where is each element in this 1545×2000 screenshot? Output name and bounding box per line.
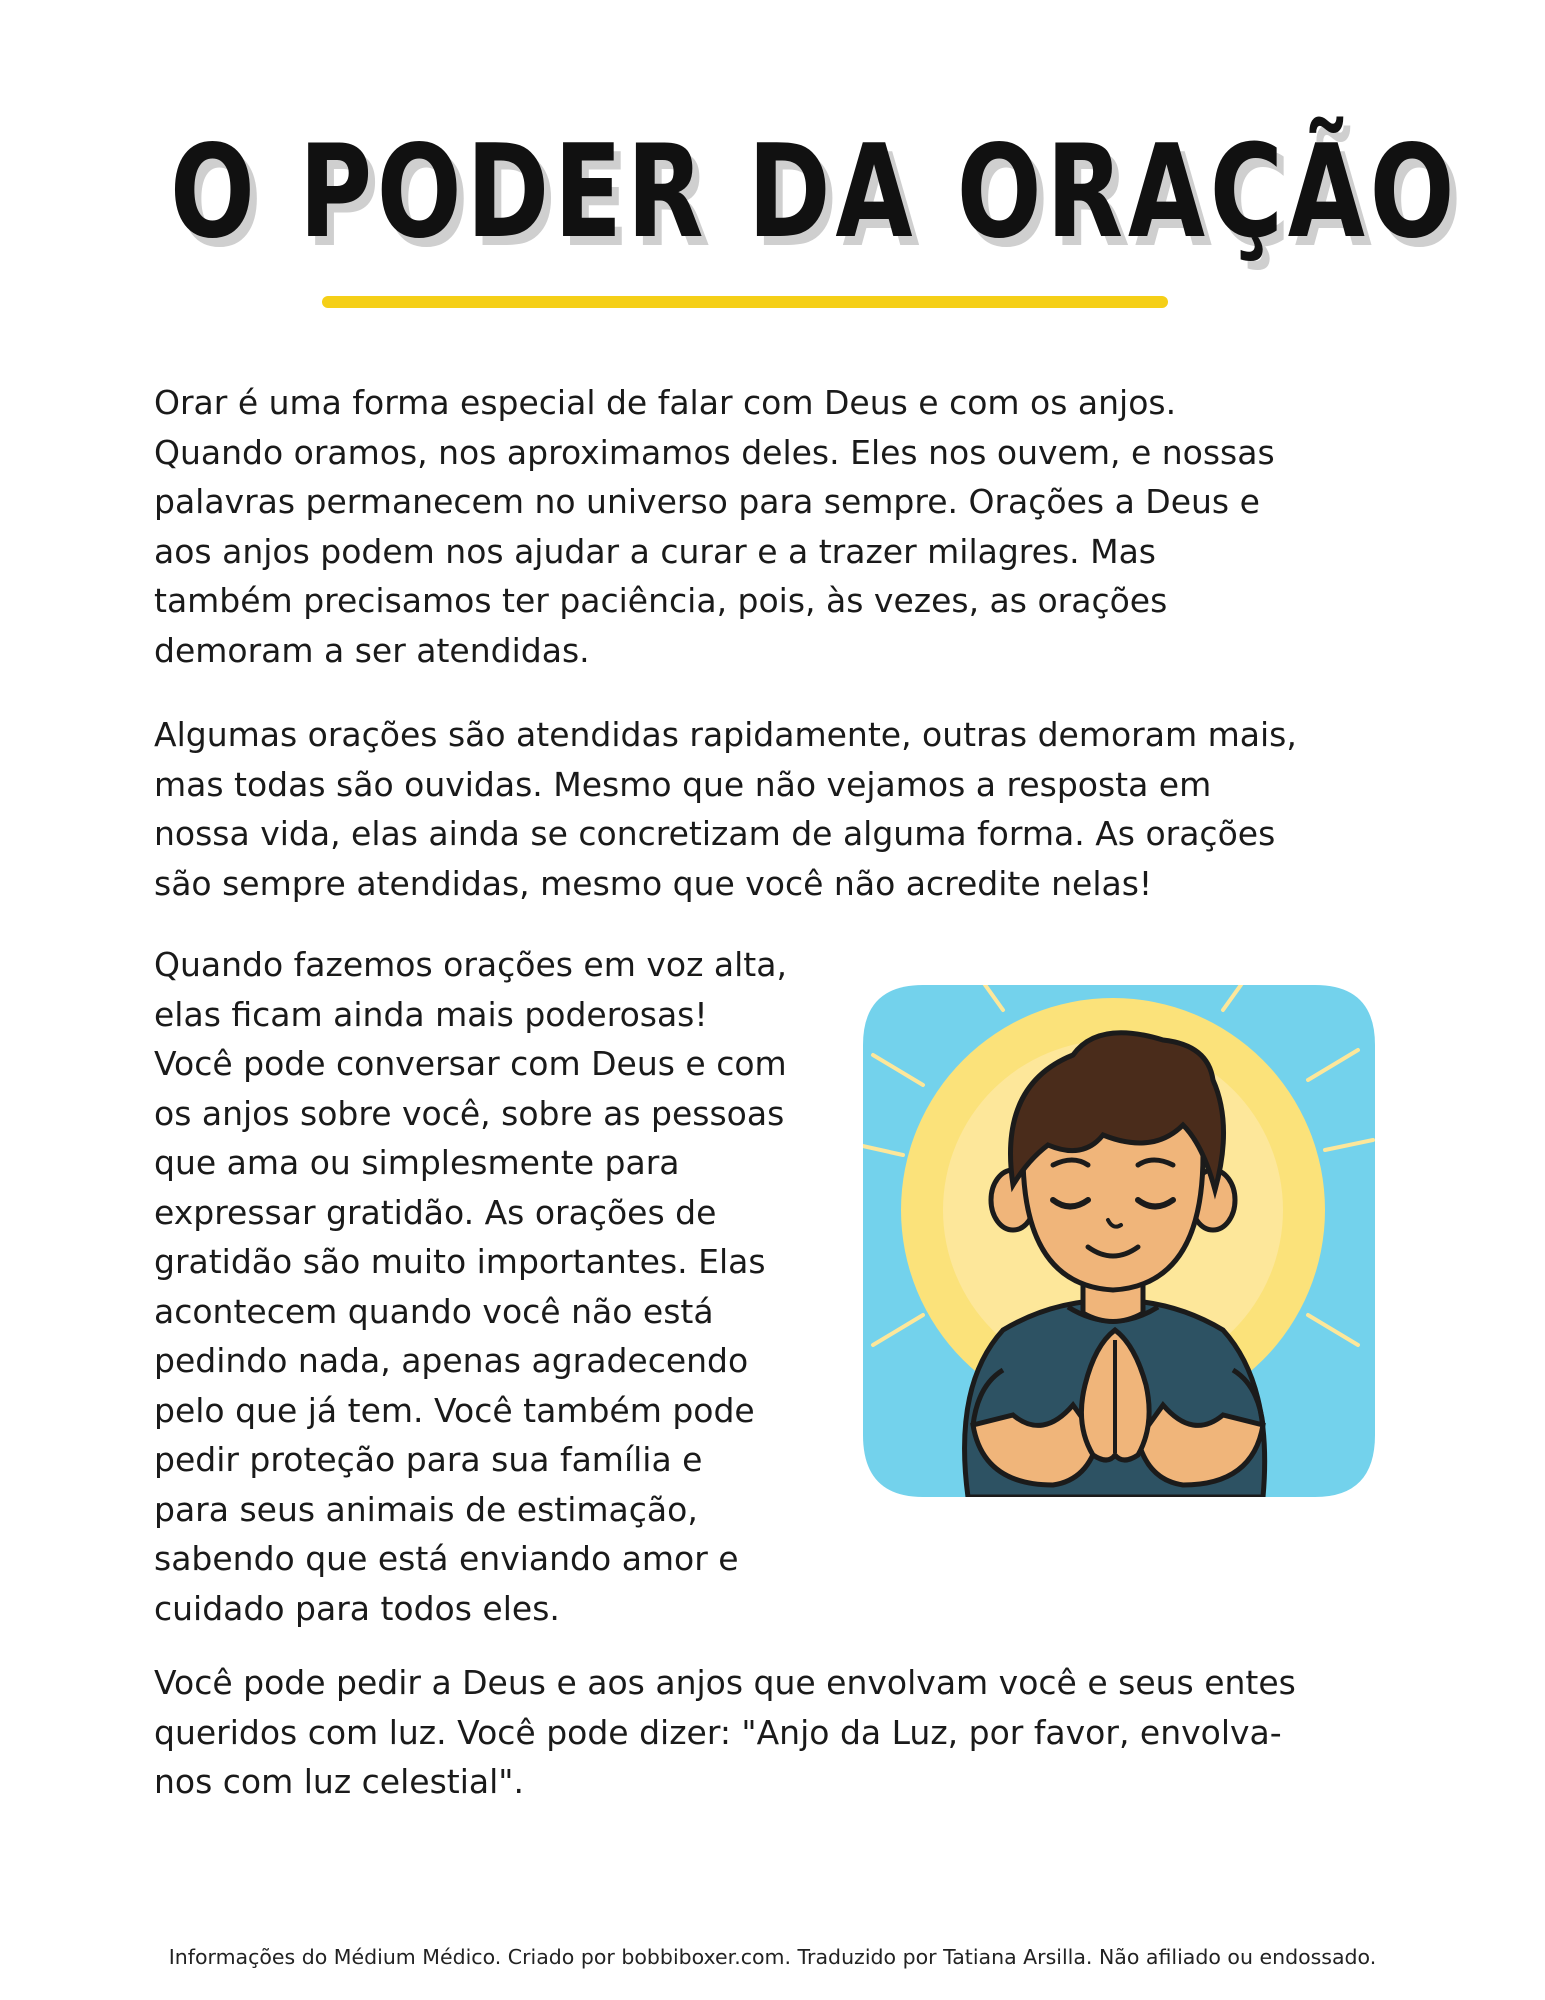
footer-credits: Informações do Médium Médico. Criado por bobbiboxer.com. Traduzido por Tatiana Arsilla. Não afiliado ou endossado. bbox=[168, 1945, 1377, 1969]
page-title: O PODER DA ORAÇÃO bbox=[169, 118, 1460, 267]
paragraph-light-prayer: Você pode pedir a Deus e aos anjos que envolvam você e seus entes queridos com luz. Você pode dizer: "Anjo da Luz, por favor, envolva- nos com luz celestial". bbox=[154, 1663, 1296, 1801]
paragraph-intro: Orar é uma forma especial de falar com Deus e com os anjos. Quando oramos, nos aproximamos deles. Eles nos ouvem, e nossas palavras permanecem no universo para sempre. Orações a Deus e aos anjos podem nos ajudar a curar e a trazer milagres. Mas também precisamos ter paciência, pois, às vezes, as orações demoram a ser atendidas. bbox=[154, 383, 1275, 670]
paragraph-aloud-prayers: Quando fazemos orações em voz alta, elas ficam ainda mais poderosas! Você pode conversar com Deus e com os anjos sobre você, sobre as pessoas que ama ou simplesmente para expressar gratidão. As orações de gratidão são muito importantes. Elas acontecem quando você não está pedindo nada, apenas agradecendo pelo que já tem. Você também pode pedir proteção para sua família e para seus animais de estimação, sabendo que está enviando amor e cuidado para todos eles. bbox=[154, 945, 787, 1628]
praying-boy-illustration bbox=[863, 985, 1375, 1497]
title-underline bbox=[322, 296, 1168, 308]
paragraph-answered-prayers: Algumas orações são atendidas rapidamente, outras demoram mais, mas todas são ouvidas. Mesmo que não vejamos a resposta em nossa vida, elas ainda se concretizam de alguma forma. As orações são sempre atendidas, mesmo que você não acredite nelas! bbox=[154, 715, 1297, 903]
